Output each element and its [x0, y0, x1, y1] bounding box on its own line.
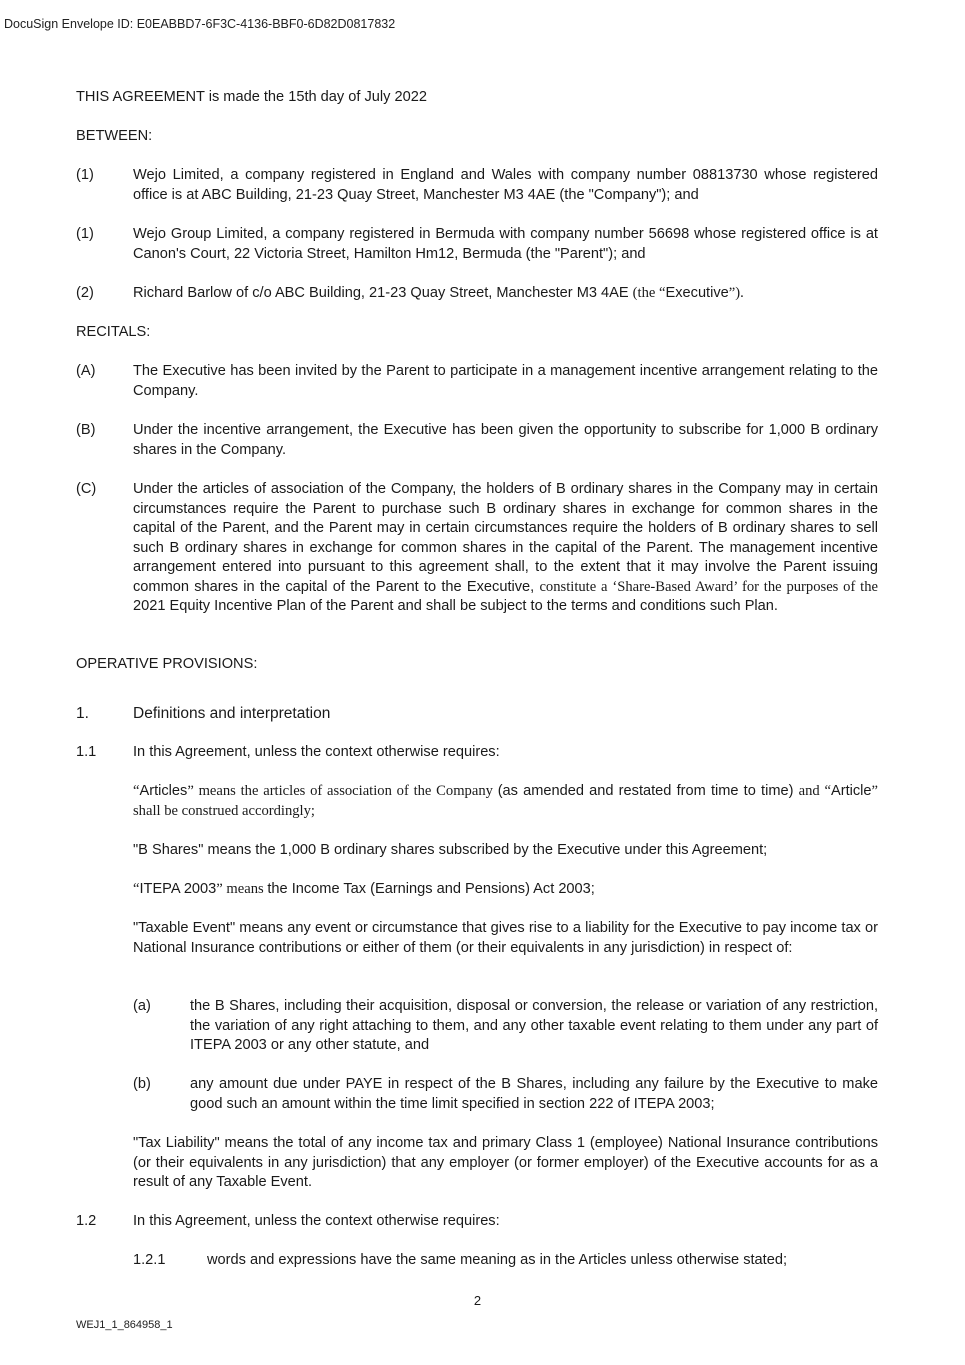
- recital-letter: (C): [76, 481, 97, 497]
- sub-item-letter: (b): [133, 1076, 151, 1092]
- recital-letter: (A): [76, 363, 96, 379]
- subclause-text: words and expressions have the same meaning as in the Articles unless otherwise stated;: [207, 1252, 788, 1268]
- docusign-envelope-id: DocuSign Envelope ID: E0EABBD7-6F3C-4136-BBF0-6D82D0817832: [4, 17, 396, 31]
- document-reference: WEJ1_1_864958_1: [76, 1319, 173, 1331]
- subclause-number: 1.2.1: [133, 1252, 166, 1268]
- party-number: (1): [76, 226, 94, 242]
- operative-provisions-heading: OPERATIVE PROVISIONS:: [76, 656, 258, 672]
- clause-number: 1.2: [76, 1213, 97, 1229]
- definition-tax-liability: "Tax Liability" means the total of any income tax and primary Class 1 (employee) National Insurance contributions (or their equivalents in any jurisdiction) that any employer (or former employer) of the Executive accounts for as a result of any Taxable Event.: [133, 1135, 878, 1190]
- agreement-intro: THIS AGREEMENT is made the 15th day of July 2022: [76, 89, 427, 105]
- recitals-heading: RECITALS:: [76, 324, 151, 340]
- definition-itepa: “ITEPA 2003” means the Income Tax (Earnings and Pensions) Act 2003;: [133, 881, 595, 897]
- recital-letter: (B): [76, 422, 96, 438]
- party-number: (2): [76, 285, 94, 301]
- sub-item-letter: (a): [133, 998, 151, 1014]
- clause-text: In this Agreement, unless the context otherwise requires:: [133, 744, 500, 760]
- section-number: 1.: [76, 705, 89, 722]
- definition-taxable-event: "Taxable Event" means any event or circumstance that gives rise to a liability for the Executive to pay income tax or National Insurance contributions or either of them (or their equivalents in any jurisdiction) in respect of:: [133, 920, 878, 956]
- clause-number: 1.1: [76, 744, 97, 760]
- sub-item-text: the B Shares, including their acquisition, disposal or conversion, the release or variation of any restriction, the variation of any right attaching to them, and any other taxable event relating to them under any part of ITEPA 2003 or any other statute, and: [190, 998, 878, 1053]
- party-number: (1): [76, 167, 94, 183]
- party-text: Richard Barlow of c/o ABC Building, 21-23 Quay Street, Manchester M3 4AE (the “Executive”).: [133, 285, 744, 301]
- page-number: 2: [473, 1293, 482, 1308]
- recital-text: Under the incentive arrangement, the Executive has been given the opportunity to subscribe for 1,000 B ordinary shares in the Company.: [133, 422, 878, 458]
- sub-item-text: any amount due under PAYE in respect of the B Shares, including any failure by the Executive to make good such an amount within the time limit specified in section 222 of ITEPA 2003;: [190, 1076, 878, 1112]
- between-heading: BETWEEN:: [76, 128, 153, 144]
- recital-text: The Executive has been invited by the Parent to participate in a management incentive arrangement relating to the Company.: [133, 363, 878, 399]
- definition-b-shares: "B Shares" means the 1,000 B ordinary shares subscribed by the Executive under this Agreement;: [133, 842, 768, 858]
- section-title: Definitions and interpretation: [133, 705, 331, 722]
- party-text: Wejo Limited, a company registered in England and Wales with company number 08813730 whose registered office is at ABC Building, 21-23 Quay Street, Manchester M3 4AE (the "Company"); and: [133, 167, 878, 203]
- clause-text: In this Agreement, unless the context otherwise requires:: [133, 1213, 500, 1229]
- recital-text: Under the articles of association of the Company, the holders of B ordinary shares in the Company may in certain circumstances require the Parent to purchase such B ordinary shares in exchange for common shares in the capital of the Parent, and the Parent may in certain circumstances require the holders of B ordinary shares to sell such B ordinary shares in exchange for common shares in the capital of the Parent. The management incentive arrangement entered into pursuant to this agreement shall, to the extent that it may involve the Parent issuing common shares in the capital of the Parent to the Executive, constitute a ‘Share-Based Award’ for the purposes of the 2021 Equity Incentive Plan of the Parent and shall be subject to the terms and conditions such Plan.: [133, 481, 878, 614]
- party-text: Wejo Group Limited, a company registered in Bermuda with company number 56698 whose registered office is at Canon's Court, 22 Victoria Street, Hamilton Hm12, Bermuda (the "Parent"); and: [133, 226, 878, 262]
- definition-articles: “Articles” means the articles of association of the Company (as amended and restated from time to time) and “Article” shall be construed accordingly;: [133, 783, 878, 819]
